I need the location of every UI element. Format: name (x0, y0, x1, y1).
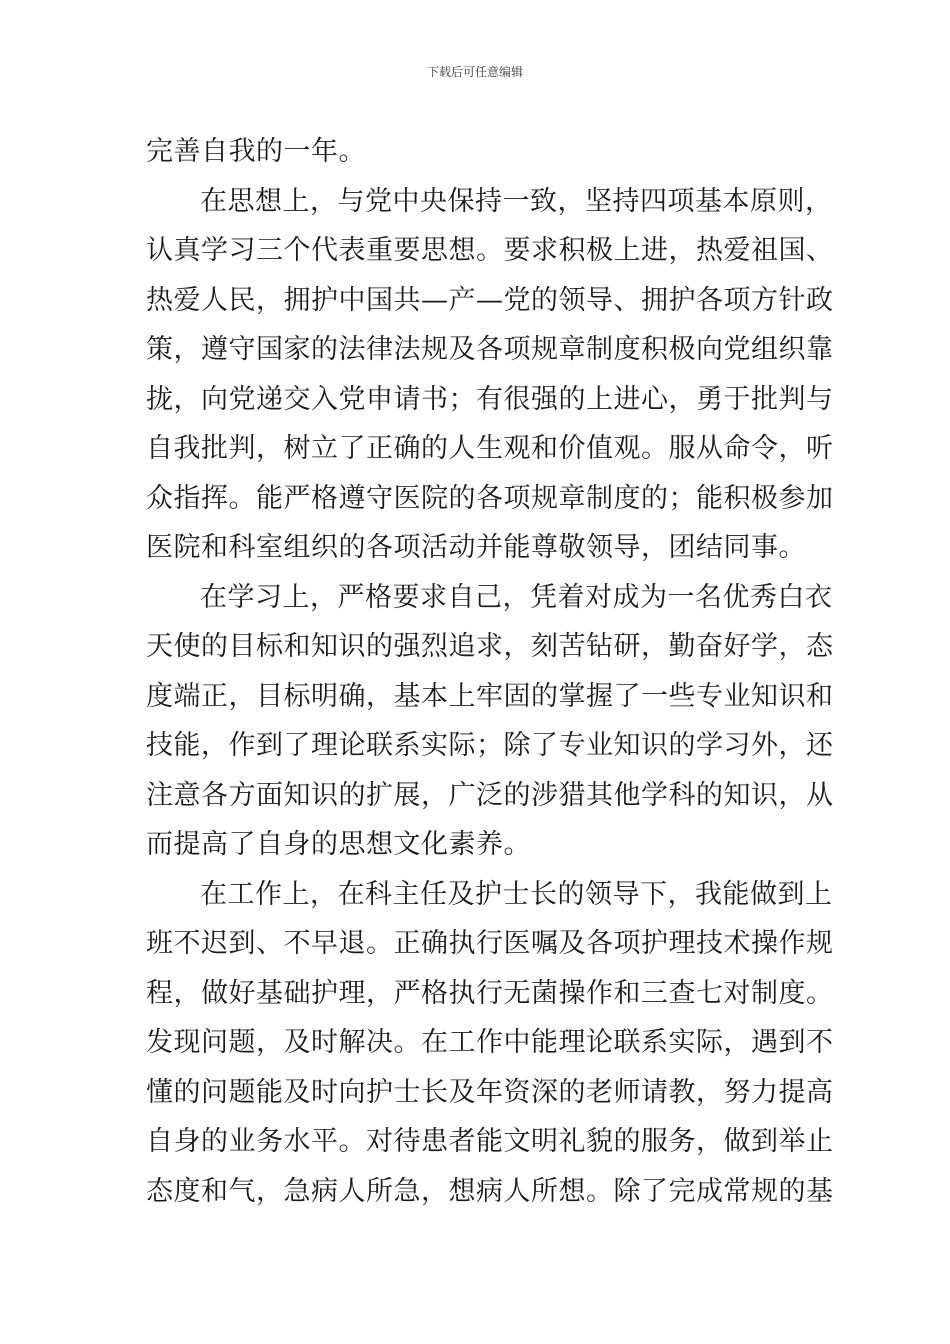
document-body (146, 127, 834, 1216)
text-line: 策，遵守国家的法律法规及各项规章制度积极向党组织靠 (146, 334, 834, 365)
text-line: 度端正，目标明确，基本上牢固的掌握了一些专业知识和 (146, 680, 834, 712)
text-line: 在思想上，与党中央保持一致，坚持四项基本原则， (200, 185, 833, 217)
text-line: 在工作上，在科主任及护士长的领导下，我能做到上 (200, 878, 833, 910)
text-line: 自身的业务水平。对待患者能文明礼貌的服务，做到举止 (146, 1126, 834, 1157)
text-line: 在学习上，严格要求自己，凭着对成为一名优秀白衣 (200, 581, 833, 613)
text-line: 而提高了自身的思想文化素养。 (146, 829, 531, 860)
text-line: 懂的问题能及时向护士长及年资深的老师请教，努力提高 (146, 1076, 834, 1108)
text-line: 态度和气，急病人所急，想病人所想。除了完成常规的基 (146, 1175, 834, 1207)
text-line: 天使的目标和知识的强烈追求，刻苦钻研，勤奋好学，态 (146, 631, 834, 662)
text-line: 注意各方面知识的扩展，广泛的涉猎其他学科的知识，从 (146, 779, 834, 811)
text-line: 技能，作到了理论联系实际；除了专业知识的学习外，还 (146, 730, 834, 761)
page-header: 下载后可任意编辑 (426, 65, 523, 79)
text-line: 完善自我的一年。 (146, 136, 366, 167)
text-line: 发现问题，及时解决。在工作中能理论联系实际，遇到不 (146, 1027, 834, 1058)
text-line: 热爱人民，拥护中国共—产—党的领导、拥护各项方针政 (146, 284, 834, 316)
text-line: 众指挥。能严格遵守医院的各项规章制度的；能积极参加 (146, 482, 834, 514)
text-line: 拢，向党递交入党申请书；有很强的上进心，勇于批判与 (146, 383, 834, 415)
text-line: 自我批判，树立了正确的人生观和价值观。服从命令，听 (146, 433, 834, 464)
text-line: 认真学习三个代表重要思想。要求积极上进，热爱祖国、 (146, 235, 834, 266)
text-line: 程，做好基础护理，严格执行无菌操作和三查七对制度。 (146, 977, 834, 1009)
text-line: 班不迟到、不早退。正确执行医嘱及各项护理技术操作规 (146, 928, 834, 959)
text-line: 医院和科室组织的各项活动并能尊敬领导，团结同事。 (146, 532, 806, 563)
